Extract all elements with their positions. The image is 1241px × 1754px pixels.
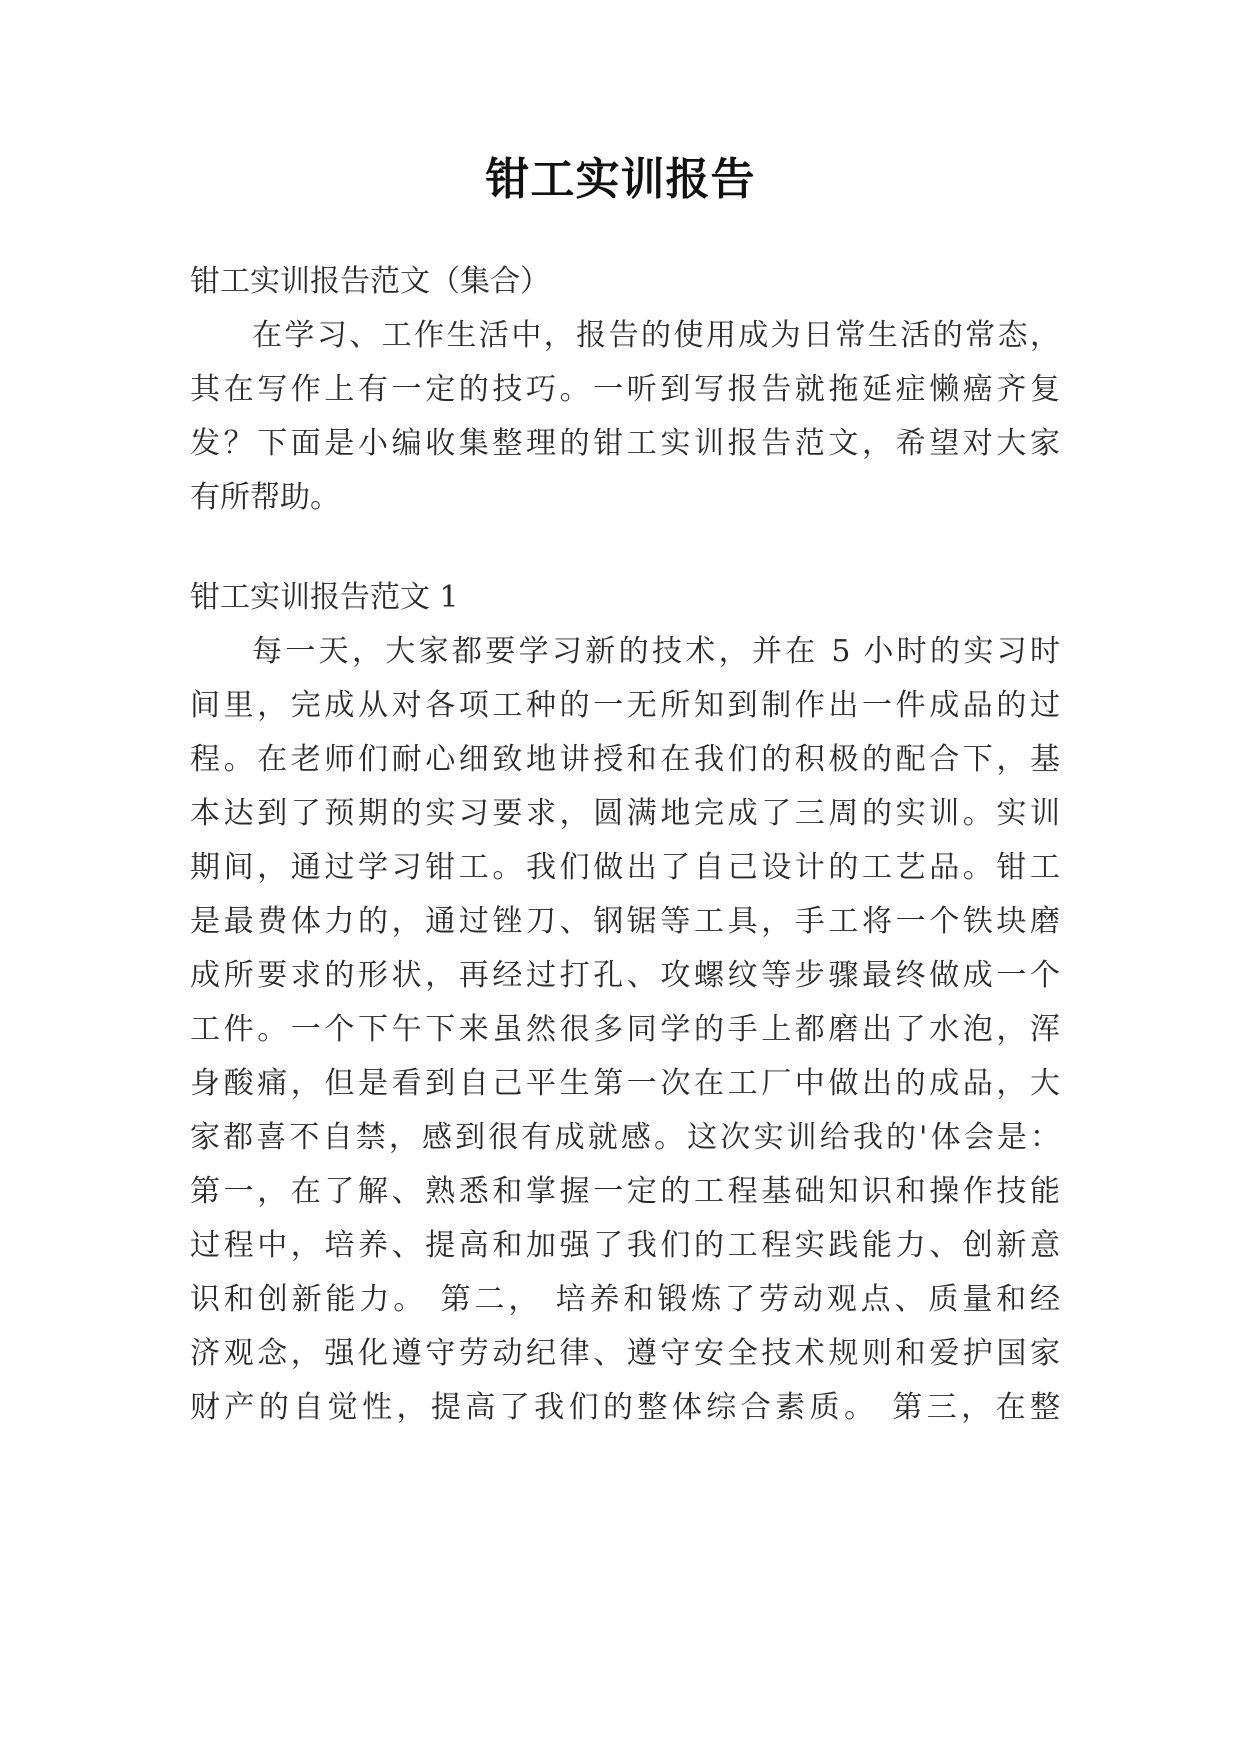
- body-line: 成所要求的形状，再经过打孔、攻螺纹等步骤最终做成一个: [190, 958, 1060, 993]
- page-title: 钳工实训报告: [485, 154, 756, 205]
- sample-heading: 钳工实训报告范文 1: [190, 580, 459, 615]
- body-line: 间里，完成从对各项工种的一无所知到制作出一件成品的过: [190, 688, 1060, 723]
- body-line: 每一天，大家都要学习新的技术，并在 5 小时的实习时: [252, 634, 1060, 669]
- body-line: 财产的自觉性，提高了我们的整体综合素质。 第三，在整: [190, 1390, 1060, 1425]
- body-line: 程。在老师们耐心细致地讲授和在我们的积极的配合下，基: [190, 742, 1060, 777]
- body-line: 本达到了预期的实习要求，圆满地完成了三周的实训。实训: [190, 796, 1060, 831]
- intro-line: 有所帮助。: [190, 480, 340, 515]
- body-line: 济观念，强化遵守劳动纪律、遵守安全技术规则和爱护国家: [190, 1336, 1060, 1371]
- body-line: 身酸痛，但是看到自己平生第一次在工厂中做出的成品，大: [190, 1066, 1060, 1101]
- body-line: 家都喜不自禁，感到很有成就感。这次实训给我的'体会是：: [190, 1120, 1060, 1155]
- body-line: 是最费体力的，通过锉刀、钢锯等工具，手工将一个铁块磨: [190, 904, 1060, 939]
- body-line: 过程中，培养、提高和加强了我们的工程实践能力、创新意: [190, 1228, 1060, 1263]
- intro-line: 发？下面是小编收集整理的钳工实训报告范文，希望对大家: [190, 426, 1060, 461]
- body-line: 工件。一个下午下来虽然很多同学的手上都磨出了水泡，浑: [190, 1012, 1060, 1047]
- body-line: 第一，在了解、熟悉和掌握一定的工程基础知识和操作技能: [190, 1174, 1060, 1209]
- intro-line: 其在写作上有一定的技巧。一听到写报告就拖延症懒癌齐复: [190, 372, 1060, 407]
- body-line: 期间，通过学习钳工。我们做出了自己设计的工艺品。钳工: [190, 850, 1060, 885]
- intro-line: 在学习、工作生活中，报告的使用成为日常生活的常态，: [252, 318, 1060, 353]
- body-line: 识和创新能力。 第二， 培养和锻炼了劳动观点、质量和经: [190, 1282, 1060, 1317]
- section-heading: 钳工实训报告范文（集合）: [190, 264, 550, 299]
